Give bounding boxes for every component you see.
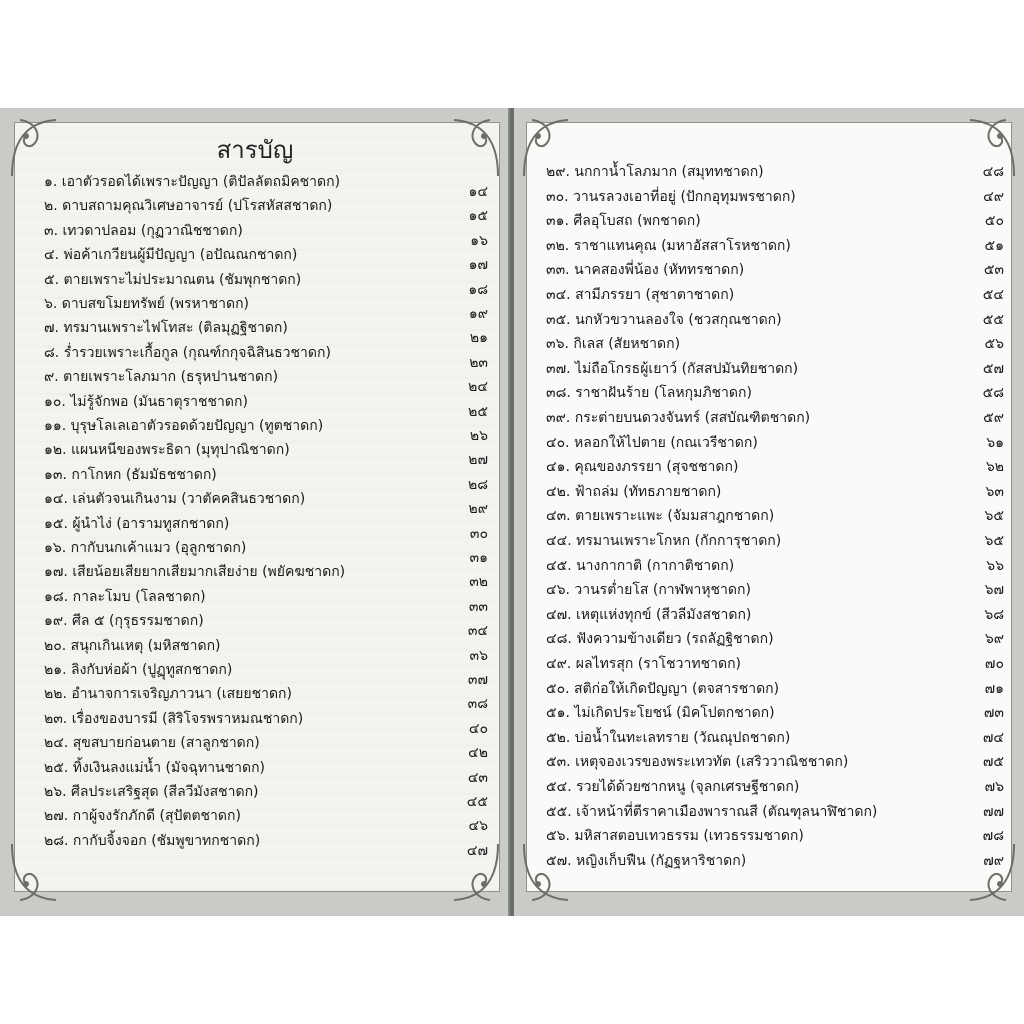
toc-entry-page-number: ๗๐	[984, 656, 1004, 672]
toc-entry-title: ๒๔. สุขสบายก่อนตาย (สาลูกชาดก)	[44, 735, 260, 752]
toc-entry-title: ๑๐. ไม่รู้จักพอ (มันธาตุราชชาดก)	[44, 393, 248, 410]
toc-entry-page-number: ๓๘	[467, 696, 488, 713]
toc-entry-title: ๑๑. บุรุษโลเลเอาตัวรอดด้วยปัญญา (ทูตชาดก)	[44, 418, 324, 434]
toc-entry	[0, 585, 510, 615]
toc-entry	[514, 406, 1024, 430]
toc-entry	[514, 652, 1024, 676]
toc-entry-title: ๕๔. รวยได้ด้วยซากหนู (จุลกเศรษฐีชาดก)	[546, 779, 800, 795]
toc-entry-title: ๗. ทรมานเพราะไฟโทสะ (ติลมุฏฐิชาดก)	[44, 320, 288, 337]
toc-entry-page-number: ๓๒	[469, 574, 488, 591]
toc-entry-title: ๓๓. นาคสองพี่น้อง (หัททรชาดก)	[546, 262, 745, 279]
toc-entry-title: ๔๗. เหตุแห่งทุกข์ (สีวลีมังสชาดก)	[546, 606, 752, 623]
toc-entry	[514, 824, 1024, 848]
left-page	[0, 108, 510, 916]
toc-entry	[514, 209, 1024, 233]
toc-entry-page-number: ๕๐	[984, 213, 1004, 230]
toc-entry-title: ๑๗. เสียน้อยเสียยากเสียมากเสียง่าย (พยัคฆชาดก)	[44, 564, 346, 581]
toc-entry-title: ๔๐. หลอกให้ไปตาย (กณเวรีชาดก)	[546, 434, 758, 451]
toc-entry-title: ๑๒. แผนหนีของพระธิดา (มุทุปาณิชาดก)	[44, 442, 290, 459]
toc-entry-page-number: ๕๗	[982, 360, 1004, 377]
toc-entry-page-number: ๑๗	[468, 257, 488, 274]
toc-entry-title: ๔๙. ผลไทรสุก (ราโชวาทชาดก)	[546, 656, 742, 672]
toc-entry-page-number: ๗๑	[984, 680, 1004, 697]
toc-entry-page-number: ๗๗	[982, 803, 1004, 820]
toc-entry-title: ๓๘. ราชาฝันร้าย (โลหกุมภิชาดก)	[546, 385, 752, 402]
toc-entry-title: ๒๕. ทิ้งเงินลงแม่น้ำ (มัจฉุทานชาดก)	[44, 759, 266, 776]
toc-entry	[0, 560, 510, 591]
toc-entry-title: ๒๓. เรื่องของบารมี (สิริโจรพราหมณชาดก)	[44, 710, 304, 727]
toc-entry-page-number: ๖๖	[986, 557, 1004, 574]
toc-entry-title: ๔. พ่อค้าเกวียนผู้มีปัญญา (อปัณณกชาดก)	[44, 247, 298, 264]
toc-entry-title: ๒๙. นกกาน้ำโลภมาก (สมุททชาดก)	[546, 164, 764, 180]
toc-entry	[0, 731, 510, 762]
toc-entry-title: ๓๙. กระต่ายบนดวงจันทร์ (สสบัณฑิตชาดก)	[546, 410, 811, 426]
toc-entry-page-number: ๖๓	[985, 483, 1004, 500]
toc-entry	[514, 603, 1024, 627]
toc-entry	[0, 487, 510, 518]
toc-entry-page-number: ๗๘	[982, 828, 1004, 845]
toc-entry-title: ๕๗. หญิงเก็บฟืน (กัฏฐหาริชาดก)	[546, 852, 747, 869]
toc-entry-page-number: ๔๘	[982, 164, 1004, 180]
toc-entry-title: ๖. ดาบสขโมยทรัพย์ (พรหาชาดก)	[44, 296, 250, 312]
toc-entry-page-number: ๔๗	[466, 842, 488, 859]
toc-entry	[0, 634, 510, 664]
toc-entry-title: ๒๒. อำนาจการเจริญภาวนา (เสยยชาดก)	[44, 686, 292, 703]
toc-entry-page-number: ๑๙	[468, 306, 488, 322]
toc-entry	[514, 578, 1024, 602]
toc-entry	[514, 677, 1024, 701]
toc-entry-page-number: ๕๘	[982, 385, 1004, 402]
toc-entry-title: ๕๕. เจ้าหน้าที่ตีราคาเมืองพาราณสี (ตัณฑุลนาฬิชาดก)	[546, 803, 878, 820]
toc-entry-title: ๒๑. ลิงกับห่อผ้า (ปูฏุทูสกชาดก)	[44, 662, 233, 678]
toc-entry-page-number: ๔๕	[466, 794, 488, 810]
toc-entry	[514, 160, 1024, 184]
toc-entry-page-number: ๗๓	[983, 705, 1004, 722]
toc-entry	[0, 292, 510, 322]
toc-entry-page-number: ๗๕	[982, 754, 1004, 771]
toc-entry	[0, 194, 510, 225]
toc-entry-page-number: ๕๖	[984, 336, 1004, 353]
toc-entry-title: ๕๖. มหิสาสตอบเทวธรรม (เทวธรรมชาดก)	[546, 828, 804, 845]
toc-entry	[0, 609, 510, 640]
toc-entry-title: ๕๑. ไม่เกิดประโยชน์ (มิคโปตกชาดก)	[546, 705, 775, 722]
toc-entry-page-number: ๓๓	[468, 598, 488, 615]
toc-entry-title: ๔๕. นางกากาติ (กากาติชาดก)	[546, 557, 735, 574]
toc-entry-page-number: ๑๘	[468, 281, 488, 298]
toc-entry-title: ๑๕. ผู้นำไง่ (อารามทูสกชาดก)	[44, 515, 230, 532]
toc-entry-title: ๔๔. ทรมานเพราะโกหก (กักการุชาดก)	[546, 533, 782, 549]
toc-entry	[514, 308, 1024, 332]
toc-entry-title: ๓๐. วานรลวงเอาที่อยู่ (ปักกอุทุมพรชาดก)	[546, 188, 796, 205]
toc-entry	[0, 463, 510, 493]
toc-entry-title: ๒๗. กาผู้จงรักภักดี (สุปัตตชาดก)	[44, 808, 241, 825]
toc-entry	[0, 268, 510, 298]
toc-entry-title: ๒๐. สนุกเกินเหตุ (มหิสชาดก)	[44, 637, 221, 654]
toc-entry	[0, 243, 510, 274]
toc-entry-title: ๔๓. ตายเพราะแพะ (จัมมสาฎกชาดก)	[546, 508, 775, 525]
toc-entry-title: ๕. ตายเพราะไม่ประมาณตน (ชัมพุกชาดก)	[44, 271, 302, 288]
toc-entry-title: ๓๑. ศีลอุโบสถ (พกชาดก)	[546, 213, 701, 230]
toc-entry-page-number: ๒๖	[469, 428, 488, 444]
toc-entry	[514, 849, 1024, 873]
toc-entry-page-number: ๒๔	[468, 379, 488, 396]
toc-entry-page-number: ๕๔	[982, 287, 1004, 303]
toc-entry-title: ๔๘. ฟังความข้างเดียว (รถลัฏฐิชาดก)	[546, 631, 774, 648]
toc-entry-page-number: ๕๓	[983, 262, 1004, 279]
toc-entry-page-number: ๒๕	[468, 403, 488, 420]
toc-entry-page-number: ๖๑	[986, 434, 1004, 451]
toc-entry	[514, 357, 1024, 381]
toc-entry	[514, 332, 1024, 356]
toc-entry-page-number: ๖๒	[985, 459, 1004, 476]
toc-entry-page-number: ๔๓	[467, 769, 488, 786]
toc-entry-title: ๑๖. กากับนกเค้าแมว (อุลูกชาดก)	[44, 540, 247, 556]
toc-entry-page-number: ๓๖	[469, 647, 488, 664]
toc-entry	[514, 381, 1024, 405]
toc-entry-page-number: ๓๐	[469, 525, 488, 542]
toc-entry	[514, 775, 1024, 799]
toc-entry-title: ๓๖. กิเลส (สัยหชาดก)	[546, 336, 681, 353]
toc-entry-page-number: ๔๐	[468, 720, 488, 737]
toc-entry	[0, 658, 510, 688]
toc-entry	[0, 414, 510, 444]
toc-entry-title: ๘. ร่ำรวยเพราะเกื้อกูล (กุณฑ์กกุจฉิสินธวชาดก)	[44, 344, 331, 361]
toc-entry	[0, 219, 510, 249]
toc-entry-title: ๔๖. วานรต่ำยโส (กาฬพาหุชาดก)	[546, 582, 751, 599]
toc-entry-page-number: ๗๔	[982, 729, 1004, 746]
toc-entry-title: ๕๒. บ่อน้ำในทะเลทราย (วัณณุปถชาดก)	[546, 729, 791, 746]
toc-entry-title: ๓๗. ไม่ถือโกรธผู้เยาว์ (กัสสปมันทิยชาดก)	[546, 360, 799, 377]
toc-entry-page-number: ๒๓	[469, 354, 488, 371]
toc-entry-page-number: ๑๕	[468, 208, 488, 225]
toc-entry	[0, 341, 510, 371]
right-page	[514, 108, 1024, 916]
toc-entry	[514, 283, 1024, 307]
toc-entry	[0, 390, 510, 420]
toc-entry-page-number: ๗๙	[983, 852, 1004, 869]
toc-entry-page-number: ๖๕	[984, 508, 1004, 525]
toc-entry	[0, 536, 510, 566]
toc-entry-page-number: ๒๑	[469, 330, 488, 347]
toc-entry	[0, 438, 510, 469]
toc-entry-page-number: ๔๖	[468, 818, 488, 835]
toc-entry	[514, 455, 1024, 479]
toc-entry-page-number: ๕๕	[982, 311, 1004, 328]
toc-entry-title: ๔๒. ฟ้าถล่ม (ทัทธภายชาดก)	[546, 483, 722, 500]
toc-entry	[514, 258, 1024, 282]
toc-entry-page-number: ๑๔	[468, 184, 488, 200]
toc-entry	[514, 185, 1024, 209]
toc-entry-page-number: ๔๙	[983, 188, 1004, 205]
toc-entry-page-number: ๑๖	[470, 232, 488, 249]
toc-entry-title: ๕๓. เหตุจองเวรของพระเทวทัต (เสริววาณิชชาดก)	[546, 754, 849, 771]
toc-entry-title: ๒๖. ศีลประเสริฐสุด (สีลวีมังสชาดก)	[44, 784, 259, 800]
toc-entry	[514, 750, 1024, 774]
toc-entry	[0, 512, 510, 542]
toc-entry-title: ๓๕. นกหัวขวานลองใจ (ชวสกุณชาดก)	[546, 311, 782, 328]
toc-entry-page-number: ๒๘	[467, 476, 488, 493]
toc-entry-title: ๙. ตายเพราะโลภมาก (ธรุหปานชาดก)	[44, 369, 279, 386]
toc-entry	[514, 627, 1024, 651]
toc-entry-page-number: ๓๗	[467, 672, 488, 688]
toc-entry-page-number: ๓๑	[469, 550, 488, 566]
toc-entry-title: ๑๙. ศีล ๕ (กุรุธรรมชาดก)	[44, 613, 204, 630]
toc-entry	[0, 804, 510, 835]
toc-entry	[514, 504, 1024, 528]
book-spread	[0, 108, 1024, 916]
toc-entry-title: ๑๔. เล่นตัวจนเกินงาม (วาตัคคสินธวชาดก)	[44, 491, 306, 508]
toc-entry-page-number: ๖๘	[984, 606, 1004, 623]
toc-entry-page-number: ๗๖	[984, 779, 1004, 795]
toc-entry-title: ๑๘. กาละโมบ (โลลชาดก)	[44, 588, 206, 605]
toc-entry-page-number: ๖๕	[984, 533, 1004, 549]
toc-entry	[0, 316, 510, 347]
toc-entry-title: ๑๓. กาโกหก (ธัมมัธชชาดก)	[44, 466, 217, 483]
toc-entry-title: ๔๑. คุณของภรรยา (สุจชชาดก)	[546, 459, 739, 476]
toc-entry	[514, 480, 1024, 504]
toc-entry-title: ๓๒. ราชาแทนคุณ (มหาอัสสาโรหชาดก)	[546, 237, 791, 254]
toc-entry	[0, 170, 510, 200]
toc-entry	[514, 701, 1024, 725]
toc-entry	[0, 829, 510, 859]
toc-entry-page-number: ๒๗	[468, 452, 488, 469]
toc-entry-page-number: ๕๑	[984, 237, 1004, 254]
toc-entry-title: ๓. เทวดาปลอม (กุฏวาณิชชาดก)	[44, 222, 243, 239]
toc-entry-title: ๓๔. สามีภรรยา (สุชาตาชาดก)	[546, 287, 735, 303]
toc-entry	[0, 707, 510, 737]
toc-entry	[0, 780, 510, 810]
page-title: สารบัญ	[216, 136, 294, 164]
toc-entry	[514, 529, 1024, 553]
toc-entry	[0, 682, 510, 713]
toc-entry-page-number: ๒๙	[468, 501, 488, 518]
toc-entry-page-number: ๖๙	[984, 631, 1004, 648]
toc-entry	[514, 234, 1024, 258]
toc-entry-page-number: ๓๔	[467, 623, 488, 640]
toc-entry-title: ๒. ดาบสถามคุณวิเศษอาจารย์ (ปโรสหัสสชาดก)	[44, 198, 333, 215]
toc-entry-title: ๒๘. กากับจิ้งจอก (ชัมพูขาทกชาดก)	[44, 832, 261, 849]
toc-entry	[514, 431, 1024, 455]
toc-entry	[0, 756, 510, 786]
toc-entry-page-number: ๖๗	[984, 582, 1004, 599]
toc-entry-title: ๑. เอาตัวรอดได้เพราะปัญญา (ติปัลลัตถมิคชาดก)	[44, 174, 341, 190]
toc-entry	[514, 800, 1024, 824]
toc-entry-page-number: ๔๒	[468, 745, 488, 762]
toc-entry	[514, 726, 1024, 750]
toc-entry	[514, 554, 1024, 578]
toc-entry-page-number: ๕๙	[983, 410, 1004, 426]
toc-entry	[0, 365, 510, 396]
toc-entry-title: ๕๐. สติก่อให้เกิดปัญญา (ตจสารชาดก)	[546, 680, 780, 697]
